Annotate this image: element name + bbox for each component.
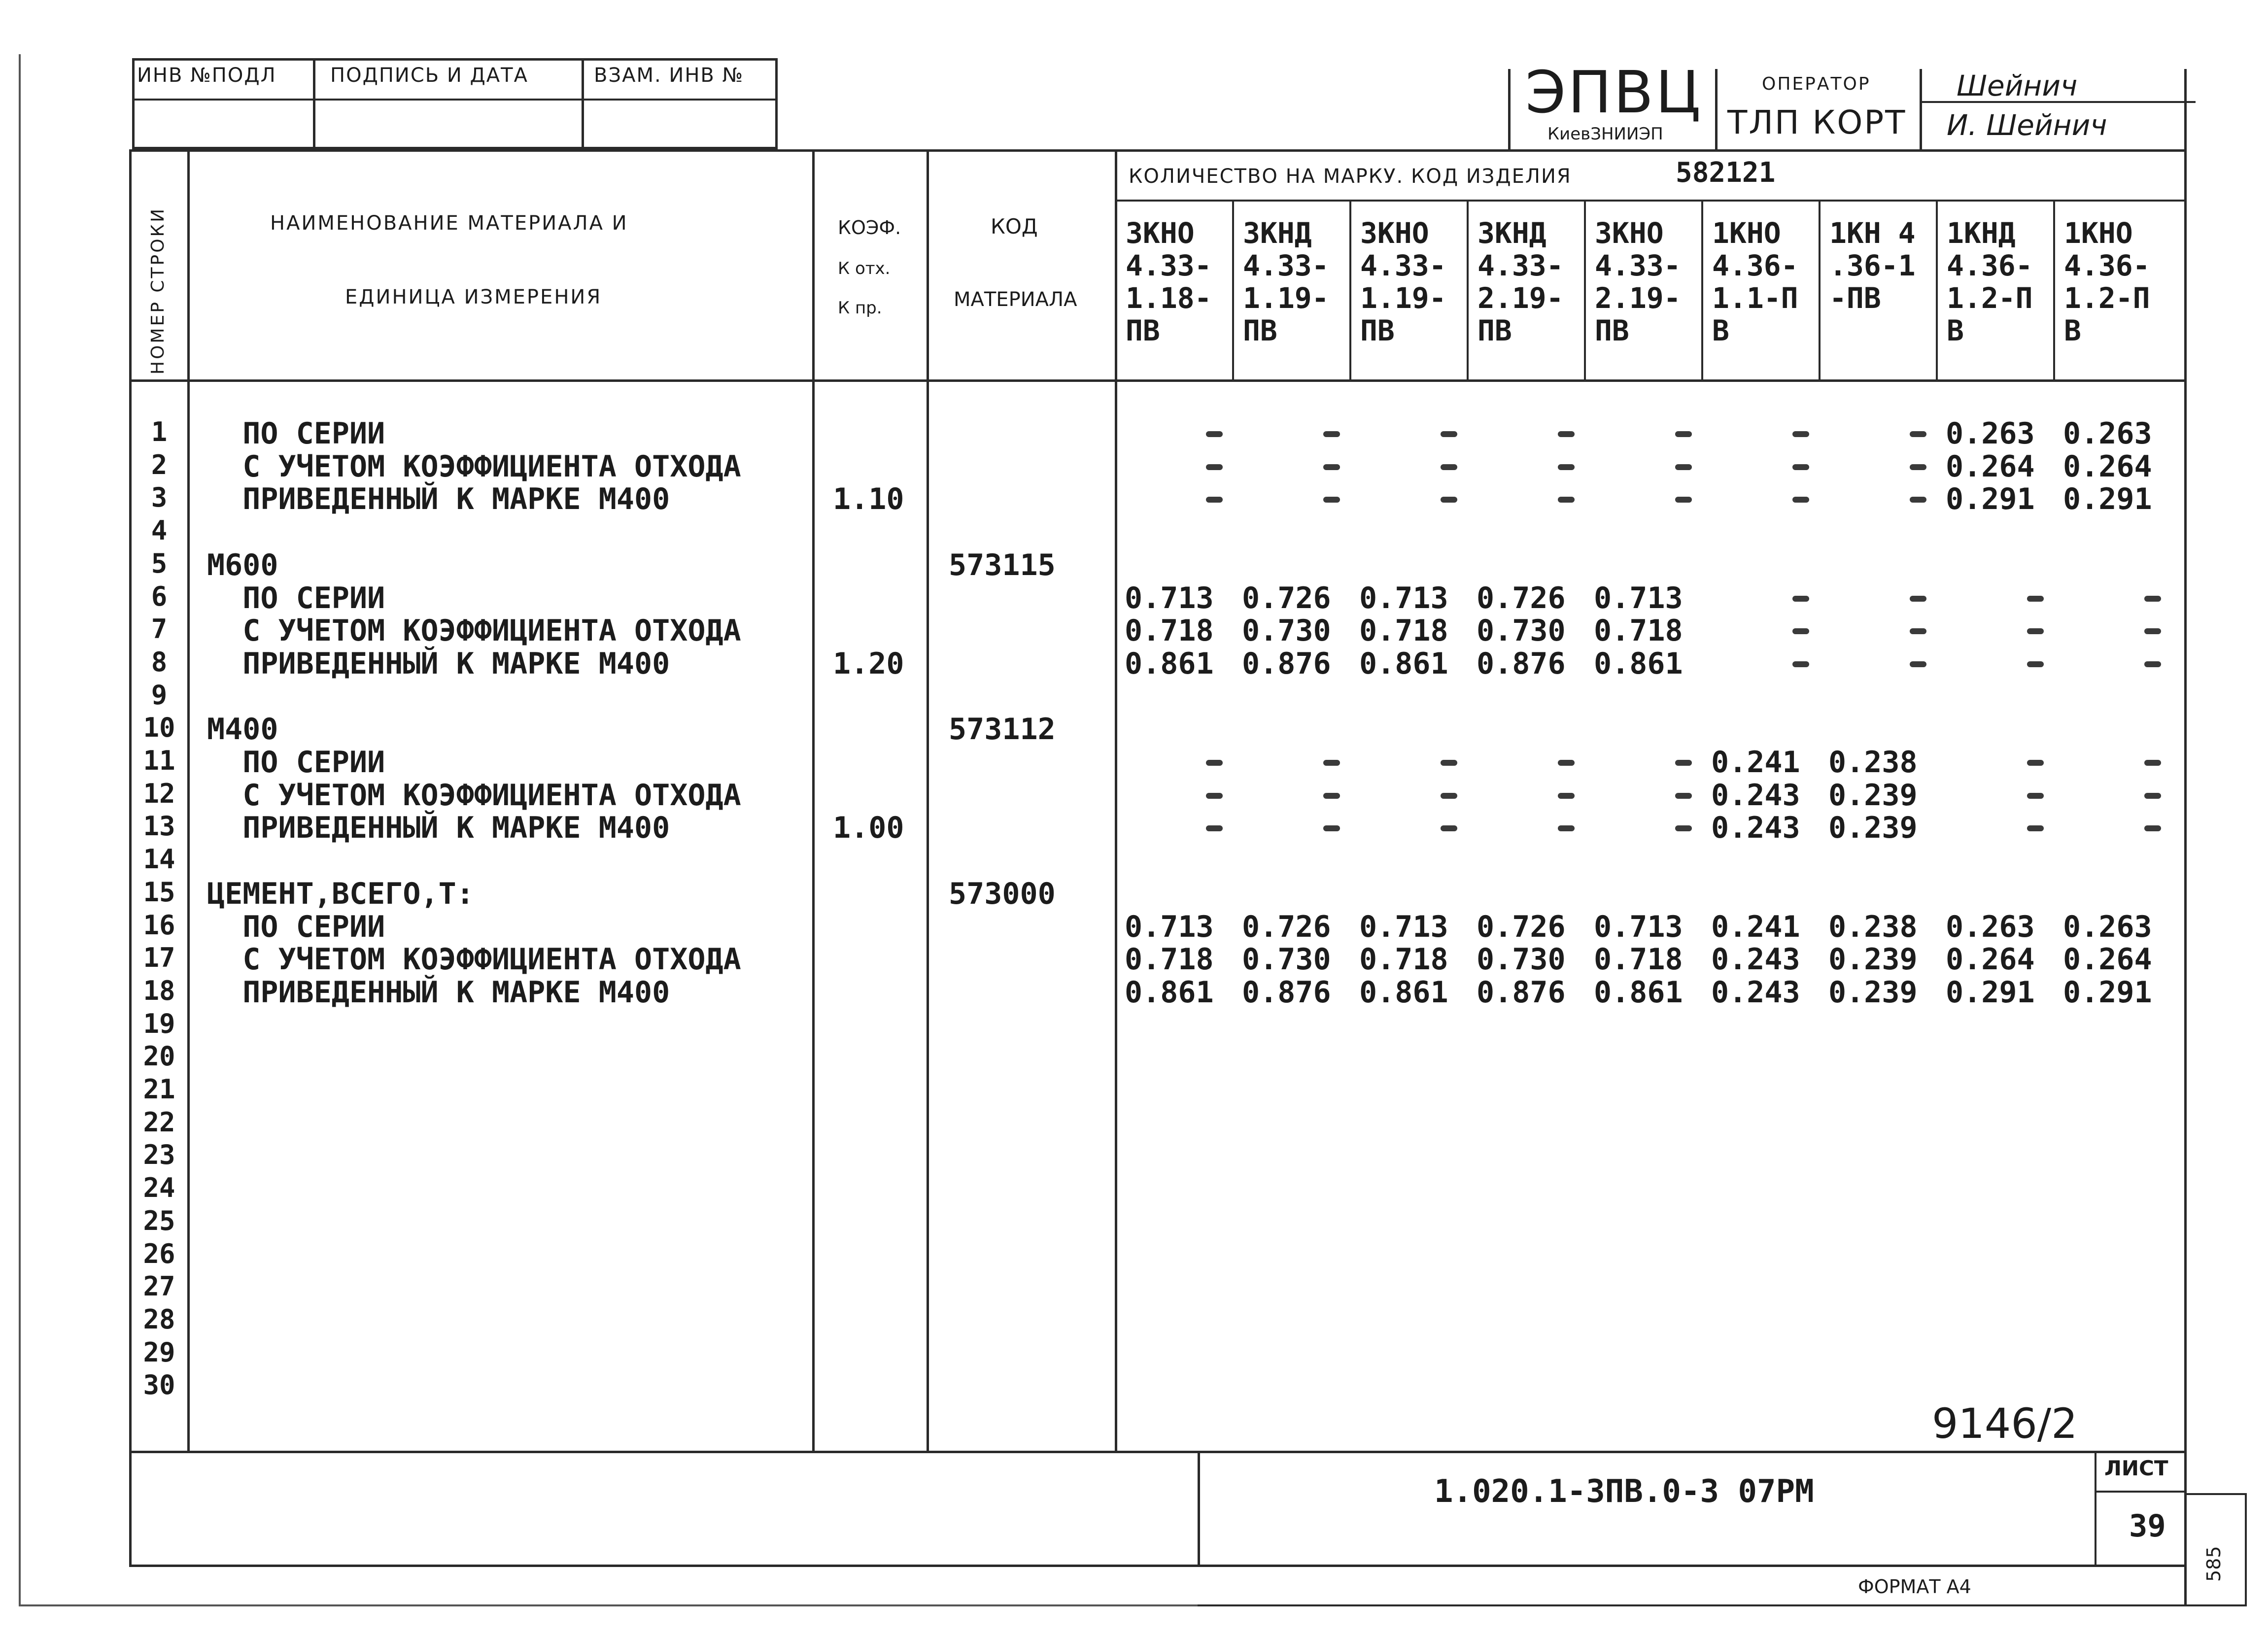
coef-header: КОЭФ.	[838, 217, 901, 238]
row-number: 20	[143, 1041, 175, 1072]
product-column-header-line: 1.18-	[1126, 281, 1212, 315]
empty-value-dash	[1675, 431, 1692, 437]
quantity-value: 0.730	[1477, 613, 1566, 648]
empty-value-dash	[2027, 628, 2044, 634]
material-name: М600	[207, 547, 278, 582]
quantity-value: 0.243	[1711, 778, 1800, 813]
side-number: 585	[2203, 1546, 2225, 1582]
row-number: 8	[151, 646, 168, 678]
product-column-header-line: 1КНД	[1947, 216, 2016, 250]
empty-value-dash	[2144, 661, 2161, 667]
empty-value-dash	[1441, 497, 1457, 503]
quantity-value: 0.239	[1828, 811, 1918, 846]
empty-value-dash	[1441, 793, 1457, 799]
empty-value-dash	[2027, 661, 2044, 667]
row-number: 1	[151, 416, 168, 447]
product-column-header-line: 4.33-	[1126, 249, 1212, 282]
empty-value-dash	[1206, 793, 1223, 799]
format-label: ФОРМАТ А4	[1858, 1576, 1971, 1598]
product-column-header	[1712, 217, 1798, 347]
material-code: 573112	[949, 712, 1056, 747]
row-number: 2	[151, 449, 168, 480]
row-number: 26	[143, 1238, 175, 1269]
product-column-header-line: 4.36-	[1712, 249, 1798, 282]
product-column-header-line: 4.33-	[1595, 249, 1681, 282]
quantity-value: 0.718	[1359, 613, 1448, 648]
document-code: 1.020.1-3ПВ.0-3 07РМ	[1434, 1473, 1814, 1510]
row-number: 30	[143, 1369, 175, 1401]
empty-value-dash	[2027, 825, 2044, 831]
empty-value-dash	[1558, 497, 1575, 503]
quantity-header: КОЛИЧЕСТВО НА МАРКУ. КОД ИЗДЕЛИЯ	[1129, 165, 1572, 188]
empty-value-dash	[1441, 760, 1457, 766]
product-column-header	[1595, 217, 1681, 347]
empty-value-dash	[2144, 628, 2161, 634]
empty-value-dash	[1910, 431, 1926, 437]
quantity-value: 0.861	[1125, 646, 1214, 681]
quantity-value: 0.726	[1477, 909, 1566, 944]
quantity-value: 0.718	[1359, 942, 1448, 977]
quantity-value: 0.238	[1828, 909, 1918, 944]
quantity-value: 0.243	[1711, 942, 1800, 977]
empty-value-dash	[2144, 825, 2161, 831]
quantity-value: 0.263	[1946, 416, 2035, 451]
quantity-value: 0.730	[1477, 942, 1566, 977]
row-number: 6	[151, 580, 168, 612]
quantity-value: 0.718	[1594, 942, 1683, 977]
quantity-value: 0.713	[1125, 580, 1214, 615]
empty-value-dash	[1441, 825, 1457, 831]
empty-value-dash	[1675, 793, 1692, 799]
empty-value-dash	[1206, 825, 1223, 831]
empty-value-dash	[1792, 497, 1809, 503]
empty-value-dash	[1792, 628, 1809, 634]
row-number: 17	[143, 942, 175, 974]
empty-value-dash	[2144, 596, 2161, 602]
empty-value-dash	[1206, 497, 1223, 503]
empty-value-dash	[1323, 760, 1340, 766]
product-column-header-line: 2.19-	[1595, 281, 1681, 315]
unit-header: ЕДИНИЦА ИЗМЕРЕНИЯ	[345, 286, 602, 308]
product-column-header-line: 1КНО	[1712, 216, 1781, 250]
empty-value-dash	[1910, 596, 1926, 602]
row-number: 22	[143, 1106, 175, 1138]
quantity-value: 0.291	[2063, 482, 2152, 517]
product-column-header-line: 1.2-П	[2064, 281, 2150, 315]
quantity-value: 0.239	[1828, 778, 1918, 813]
product-column-header-line: В	[2064, 314, 2081, 347]
empty-value-dash	[1675, 497, 1692, 503]
material-name: С УЧЕТОМ КОЭФФИЦИЕНТА ОТХОДА	[207, 778, 741, 813]
material-name: М400	[207, 712, 278, 747]
material-name: ПРИВЕДЕННЫЙ К МАРКЕ М400	[207, 811, 670, 846]
row-number-header: НОМЕР СТРОКИ	[148, 206, 168, 375]
product-column-header-line: 1.1-П	[1712, 281, 1798, 315]
empty-value-dash	[2027, 760, 2044, 766]
product-column-header-line: 2.19-	[1478, 281, 1564, 315]
inv-number-label: ИНВ №ПОДЛ	[137, 64, 276, 87]
product-column-header	[1478, 217, 1564, 347]
quantity-value: 0.264	[2063, 942, 2152, 977]
material-name: С УЧЕТОМ КОЭФФИЦИЕНТА ОТХОДА	[207, 613, 741, 648]
quantity-value: 0.718	[1125, 942, 1214, 977]
product-column-header-line: 1.19-	[1360, 281, 1446, 315]
empty-value-dash	[1206, 464, 1223, 470]
quantity-value: 0.730	[1242, 942, 1331, 977]
material-name-header: НАИМЕНОВАНИЕ МАТЕРИАЛА И	[270, 212, 628, 235]
product-column-header	[1126, 217, 1212, 347]
material-name: ПО СЕРИИ	[207, 580, 385, 615]
quantity-value: 0.263	[2063, 909, 2152, 944]
signature: И. Шейнич	[1947, 108, 2107, 142]
quantity-value: 0.876	[1242, 646, 1331, 681]
quantity-value: 0.713	[1594, 909, 1683, 944]
product-column-header-line: 4.33-	[1243, 249, 1329, 282]
coef-waste-header: К отх.	[838, 259, 891, 278]
product-column-header	[1360, 217, 1446, 347]
empty-value-dash	[1910, 497, 1926, 503]
quantity-value: 0.726	[1242, 909, 1331, 944]
quantity-value: 0.291	[1946, 975, 2035, 1010]
quantity-value: 0.713	[1125, 909, 1214, 944]
signature-name: Шейнич	[1957, 69, 2078, 102]
empty-value-dash	[2144, 760, 2161, 766]
quantity-value: 0.263	[1946, 909, 2035, 944]
quantity-value: 0.718	[1594, 613, 1683, 648]
row-number: 16	[143, 909, 175, 941]
quantity-value: 0.713	[1594, 580, 1683, 615]
product-column-header-line: 1.2-П	[1947, 281, 2033, 315]
coefficient: 1.00	[833, 811, 904, 846]
product-column-header-line: ПВ	[1126, 314, 1160, 347]
quantity-value: 0.264	[1946, 942, 2035, 977]
empty-value-dash	[1323, 793, 1340, 799]
row-number: 25	[143, 1205, 175, 1236]
row-number: 13	[143, 811, 175, 842]
empty-value-dash	[1675, 825, 1692, 831]
quantity-value: 0.243	[1711, 975, 1800, 1010]
empty-value-dash	[1323, 825, 1340, 831]
product-column-header	[1829, 217, 1916, 314]
signature-date-label: ПОДПИСЬ И ДАТА	[330, 64, 528, 87]
material-name: ЦЕМЕНТ,ВСЕГО,Т:	[207, 876, 474, 911]
quantity-value: 0.726	[1477, 580, 1566, 615]
row-number: 19	[143, 1008, 175, 1039]
empty-value-dash	[1792, 596, 1809, 602]
quantity-value: 0.264	[1946, 449, 2035, 484]
quantity-value: 0.713	[1359, 580, 1448, 615]
coefficient: 1.10	[833, 482, 904, 517]
quantity-value: 0.861	[1594, 646, 1683, 681]
empty-value-dash	[1910, 661, 1926, 667]
product-column-header-line: 4.33-	[1478, 249, 1564, 282]
product-column-header-line: -ПВ	[1829, 281, 1881, 315]
row-number: 28	[143, 1303, 175, 1335]
empty-value-dash	[1792, 464, 1809, 470]
row-number: 4	[151, 515, 168, 546]
empty-value-dash	[2144, 793, 2161, 799]
material-name: ПРИВЕДЕННЫЙ К МАРКЕ М400	[207, 482, 670, 517]
material-name: С УЧЕТОМ КОЭФФИЦИЕНТА ОТХОДА	[207, 449, 741, 484]
material-code: 573000	[949, 876, 1056, 911]
row-number: 24	[143, 1172, 175, 1204]
quantity-value: 0.239	[1828, 942, 1918, 977]
row-number: 9	[151, 679, 168, 711]
empty-value-dash	[1558, 793, 1575, 799]
row-number: 29	[143, 1336, 175, 1368]
product-column-header-line: 1КН 4	[1829, 216, 1916, 250]
material-name: ПРИВЕДЕННЫЙ К МАРКЕ М400	[207, 975, 670, 1010]
product-column-header-line: .36-1	[1829, 249, 1916, 282]
quantity-value: 0.241	[1711, 909, 1800, 944]
quantity-value: 0.713	[1359, 909, 1448, 944]
product-column-header	[1947, 217, 2033, 347]
binding-margin-line	[19, 54, 21, 1606]
product-column-header-line: ПВ	[1360, 314, 1395, 347]
row-number: 27	[143, 1271, 175, 1302]
quantity-value: 0.239	[1828, 975, 1918, 1010]
product-column-header-line: 3КНД	[1478, 216, 1546, 250]
quantity-value: 0.241	[1711, 745, 1800, 780]
empty-value-dash	[1206, 760, 1223, 766]
empty-value-dash	[1206, 431, 1223, 437]
quantity-value: 0.238	[1828, 745, 1918, 780]
quantity-value: 0.263	[2063, 416, 2152, 451]
product-code: 582121	[1676, 157, 1776, 189]
quantity-value: 0.861	[1125, 975, 1214, 1010]
quantity-value: 0.876	[1242, 975, 1331, 1010]
row-number: 23	[143, 1139, 175, 1171]
material-name: ПРИВЕДЕННЫЙ К МАРКЕ М400	[207, 646, 670, 681]
product-column-header-line: ПВ	[1478, 314, 1512, 347]
material-code-header: МАТЕРИАЛА	[954, 288, 1077, 311]
empty-value-dash	[1558, 825, 1575, 831]
row-number: 10	[143, 712, 175, 744]
empty-value-dash	[1441, 464, 1457, 470]
sheet-label: ЛИСТ	[2104, 1456, 2168, 1480]
empty-value-dash	[1558, 464, 1575, 470]
product-column-header-line: 3КНО	[1595, 216, 1664, 250]
product-column-header-line: ПВ	[1243, 314, 1277, 347]
product-column-header-line: 3КНД	[1243, 216, 1312, 250]
product-column-header-line: ПВ	[1595, 314, 1629, 347]
row-number: 12	[143, 778, 175, 809]
product-column-header-line: 4.36-	[2064, 249, 2150, 282]
empty-value-dash	[2027, 596, 2044, 602]
quantity-value: 0.291	[1946, 482, 2035, 517]
empty-value-dash	[1323, 497, 1340, 503]
quantity-value: 0.861	[1359, 646, 1448, 681]
empty-value-dash	[1910, 464, 1926, 470]
product-column-header-line: 4.36-	[1947, 249, 2033, 282]
product-column-header-line: 1КНО	[2064, 216, 2133, 250]
replacement-inv-label: ВЗАМ. ИНВ №	[594, 64, 744, 87]
material-code: 573115	[949, 547, 1056, 582]
product-column-header-line: В	[1947, 314, 1964, 347]
quantity-value: 0.718	[1125, 613, 1214, 648]
code-header: КОД	[991, 214, 1038, 238]
quantity-value: 0.876	[1477, 646, 1566, 681]
empty-value-dash	[2027, 793, 2044, 799]
operator-label: ОПЕРАТОР	[1762, 74, 1871, 94]
row-number: 5	[151, 547, 168, 579]
handwritten-number: 9146/2	[1932, 1399, 2078, 1448]
row-number: 15	[143, 876, 175, 908]
empty-value-dash	[1323, 464, 1340, 470]
quantity-value: 0.876	[1477, 975, 1566, 1010]
quantity-value: 0.264	[2063, 449, 2152, 484]
quantity-value: 0.291	[2063, 975, 2152, 1010]
empty-value-dash	[1558, 760, 1575, 766]
material-name: ПО СЕРИИ	[207, 416, 385, 451]
quantity-value: 0.243	[1711, 811, 1800, 846]
product-column-header-line: В	[1712, 314, 1729, 347]
quantity-value: 0.726	[1242, 580, 1331, 615]
empty-value-dash	[1558, 431, 1575, 437]
coefficient: 1.20	[833, 646, 904, 681]
empty-value-dash	[1910, 628, 1926, 634]
row-number: 18	[143, 975, 175, 1006]
empty-value-dash	[1792, 661, 1809, 667]
product-column-header-line: 4.33-	[1360, 249, 1446, 282]
material-name: ПО СЕРИИ	[207, 745, 385, 780]
row-number: 21	[143, 1074, 175, 1105]
org-subtitle: КиевЗНИИЭП	[1547, 124, 1663, 144]
row-number: 7	[151, 613, 168, 645]
quantity-value: 0.861	[1359, 975, 1448, 1010]
product-column-header	[1243, 217, 1329, 347]
sheet-number: 39	[2129, 1508, 2166, 1544]
material-name: ПО СЕРИИ	[207, 909, 385, 944]
product-column-header-line: 3КНО	[1360, 216, 1429, 250]
operator-name: ТЛП КОРТ	[1727, 103, 1907, 141]
coef-reduce-header: К пр.	[838, 298, 882, 318]
product-column-header-line: 3КНО	[1126, 216, 1195, 250]
row-number: 14	[143, 844, 175, 875]
org-name: ЭПВЦ	[1525, 58, 1703, 126]
empty-value-dash	[1675, 464, 1692, 470]
material-name: С УЧЕТОМ КОЭФФИЦИЕНТА ОТХОДА	[207, 942, 741, 977]
quantity-value: 0.730	[1242, 613, 1331, 648]
product-column-header	[2064, 217, 2150, 347]
row-number: 11	[143, 745, 175, 776]
quantity-value: 0.861	[1594, 975, 1683, 1010]
row-number: 3	[151, 482, 168, 513]
empty-value-dash	[1675, 760, 1692, 766]
product-column-header-line: 1.19-	[1243, 281, 1329, 315]
empty-value-dash	[1441, 431, 1457, 437]
empty-value-dash	[1323, 431, 1340, 437]
empty-value-dash	[1792, 431, 1809, 437]
